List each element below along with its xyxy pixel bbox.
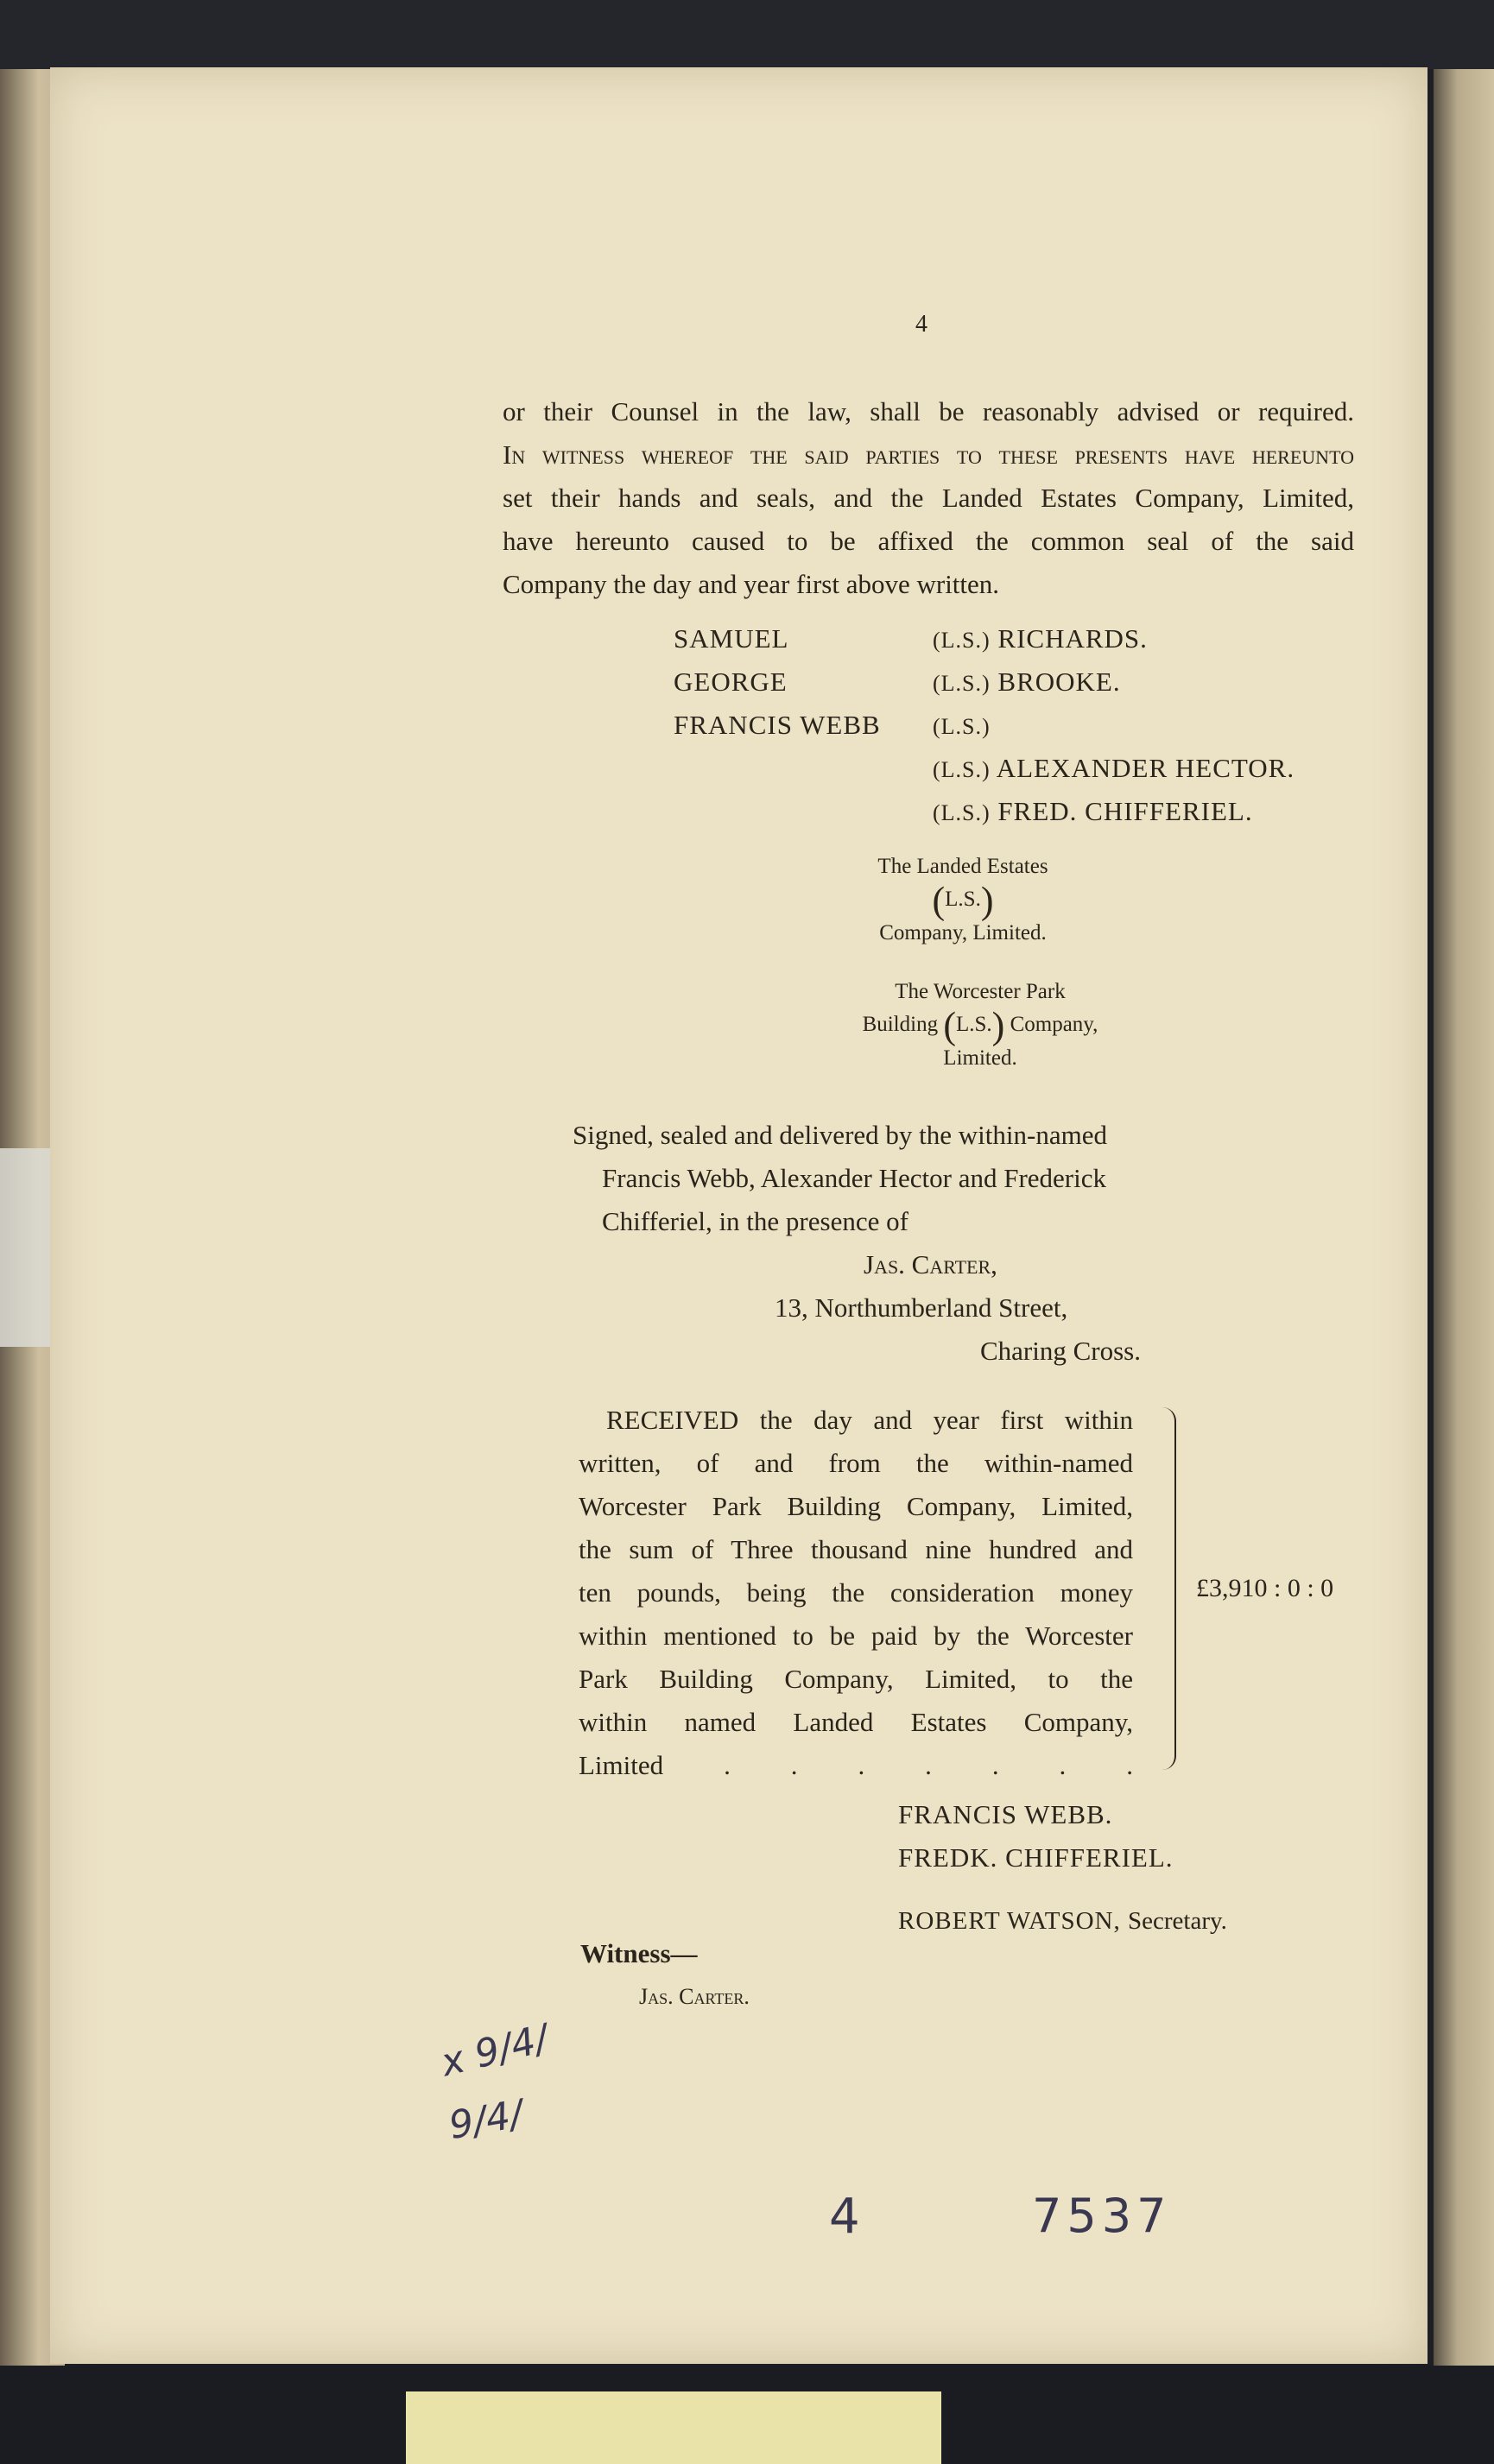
- seal-mark-row: Building (L.S.) Company,: [862, 1004, 1098, 1047]
- seal-line-1: The Landed Estates: [877, 855, 1048, 878]
- handwritten-reference-number: 7537: [1032, 2189, 1172, 2243]
- witness-signature: Jas. Carter.: [639, 1984, 750, 2009]
- receipt-paragraph: [579, 1399, 1133, 1787]
- receipt-line-2: written, of and from the within-named: [579, 1448, 1133, 1478]
- signature-row: [933, 623, 1148, 654]
- main-line-1: or their Counsel in the law, shall be reasonably advised or required.: [503, 396, 1354, 426]
- receipt-line-7: Park Building Company, Limited, to the: [579, 1664, 1133, 1694]
- signed-sealed-line-1: Signed, sealed and delivered by the within-named: [573, 1120, 1107, 1150]
- receipt-brace: [1162, 1407, 1176, 1770]
- signed-sealed-line-2: Francis Webb, Alexander Hector and Frederick: [602, 1163, 1107, 1193]
- signature-last-name: BROOKE.: [997, 667, 1121, 697]
- seal-line-2: Company, Limited.: [879, 921, 1047, 945]
- witness-label: Witness—: [580, 1938, 698, 1968]
- signature-row: [674, 667, 788, 698]
- secretary-title: Secretary.: [1127, 1907, 1227, 1935]
- witness-address-2: Charing Cross.: [980, 1336, 1141, 1366]
- receipt-line-5: ten pounds, being the consideration money: [579, 1577, 1133, 1608]
- signature-first-name: GEORGE: [674, 667, 788, 697]
- worcester-park-seal: [816, 976, 1144, 1075]
- handwritten-page-number: 4: [829, 2189, 860, 2245]
- witness-name: Jas. Carter,: [864, 1249, 997, 1279]
- receipt-signature-3: [898, 1899, 1227, 1943]
- receipt-amount: £3,910 : 0 : 0: [1196, 1574, 1334, 1602]
- ls-seal: (L.S.): [933, 628, 991, 653]
- main-line-2: In witness whereof the said parties to these presents have hereunto: [503, 439, 1354, 470]
- receipt-line-8: within named Landed Estates Company,: [579, 1707, 1133, 1737]
- main-line-4: have hereunto caused to be affixed the common seal of the said: [503, 526, 1354, 556]
- secretary-name: ROBERT WATSON,: [898, 1907, 1121, 1935]
- signature-first-name: FRANCIS WEBB: [674, 710, 881, 740]
- paper-slip: [406, 2391, 941, 2464]
- signature-row: [674, 623, 788, 654]
- handwritten-note-2: 9/4/: [446, 2091, 527, 2149]
- adjacent-page-edge: [1434, 69, 1494, 2391]
- receipt-line-6: within mentioned to be paid by the Worcester: [579, 1621, 1133, 1651]
- page-number: 4: [915, 311, 927, 338]
- receipt-line-4: the sum of Three thousand nine hundred and: [579, 1534, 1133, 1564]
- signature-last-name: RICHARDS.: [997, 623, 1148, 654]
- signature-row: [674, 710, 881, 741]
- signature-last-name: FRED. CHIFFERIEL.: [997, 796, 1253, 826]
- receipt-signature-2: FREDK. CHIFFERIEL.: [898, 1842, 1174, 1873]
- ls-seal: (L.S.): [933, 714, 991, 739]
- seal-line-3: Limited.: [943, 1046, 1017, 1071]
- receipt-line-3: Worcester Park Building Company, Limited,: [579, 1491, 1133, 1521]
- signature-last-name: ALEXANDER HECTOR.: [996, 753, 1295, 783]
- receipt-line-1: RECEIVED the day and year first within: [606, 1405, 1133, 1435]
- book-binding-top: [0, 0, 1494, 69]
- witness-address-1: 13, Northumberland Street,: [775, 1292, 1068, 1323]
- signature-row: [933, 667, 1121, 698]
- seal-line-1: The Worcester Park: [895, 980, 1066, 1003]
- ls-seal: (L.S.): [933, 671, 991, 696]
- receipt-line-9: Limited . . . . . . .: [579, 1750, 1133, 1780]
- ls-seal: (L.S.): [933, 757, 991, 782]
- receipt-signature-1: FRANCIS WEBB.: [898, 1799, 1113, 1829]
- signature-first-name: SAMUEL: [674, 623, 789, 654]
- landed-estates-seal: [833, 850, 1092, 950]
- signature-row: [933, 710, 991, 741]
- signature-row: [933, 796, 1253, 827]
- signed-sealed-line-3: Chifferiel, in the presence of: [602, 1206, 908, 1236]
- main-line-5: Company the day and year first above written.: [503, 569, 1000, 599]
- seal-mark: (L.S.): [932, 879, 994, 922]
- ls-seal: (L.S.): [933, 800, 991, 825]
- handwritten-note-1: x 9/4/: [436, 2016, 553, 2086]
- signature-row: [933, 753, 1295, 784]
- main-line-3: set their hands and seals, and the Landed Estates Company, Limited,: [503, 483, 1354, 513]
- main-paragraph: [503, 390, 1354, 606]
